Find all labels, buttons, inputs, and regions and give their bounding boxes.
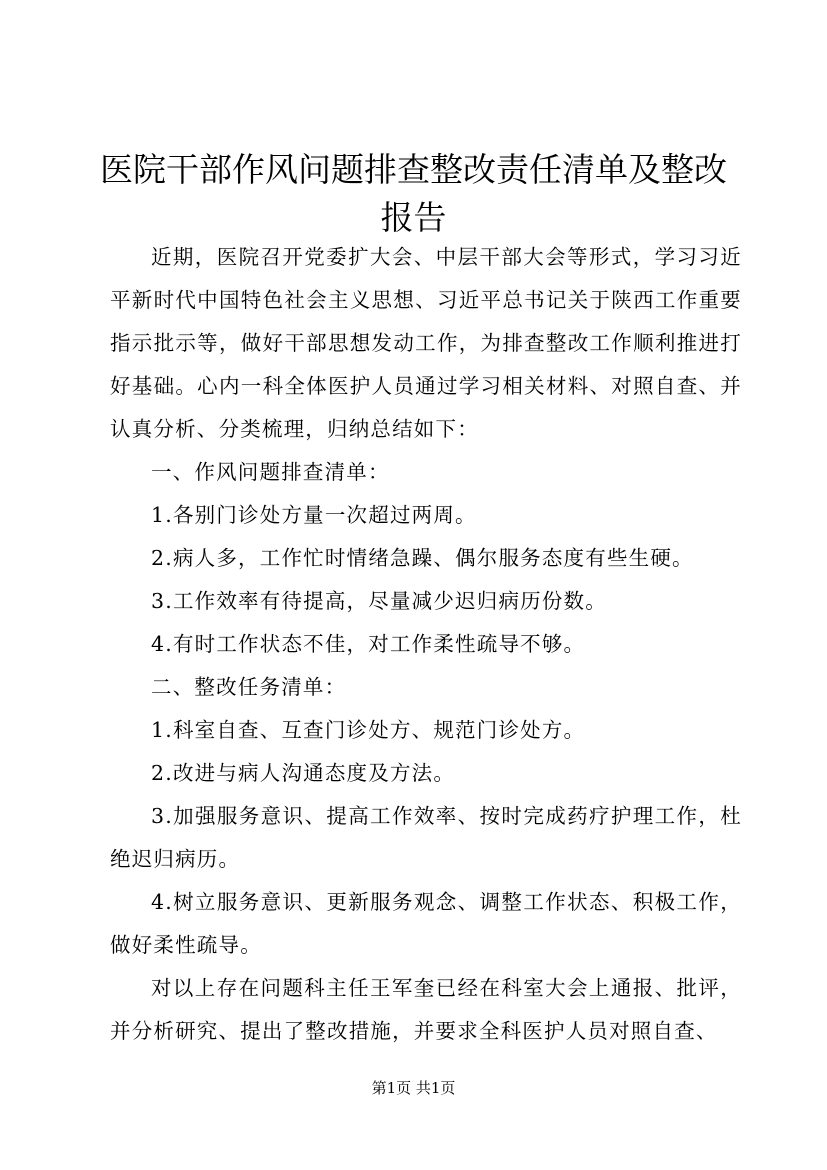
list-item: 2.改进与病人沟通态度及方法。: [151, 761, 456, 785]
list-item: 2.病人多，工作忙时情绪急躁、偶尔服务态度有些生硬。: [151, 546, 694, 570]
paragraph-intro: 近期，医院召开党委扩大会、中层干部大会等形式，学习习近平新时代中国特色社会主义思想、习近平总书记关于陕西工作重要指示批示等，做好干部思想发动工作，为排查整改工作顺利推进打好基础。心内一科全体医护人员通过学习相关材料、对照自查、并认真分析、分类梳理，归纳总结如下：: [110, 245, 742, 441]
document-title: 医院干部作风问题排查整改责任清单及整改报告: [100, 150, 727, 237]
list-item: 3.加强服务意识、提高工作效率、按时完成药疗护理工作，杜绝迟归病历。: [110, 804, 742, 871]
page-footer: 第1页 共1页: [371, 1079, 456, 1097]
list-item: 4.有时工作状态不佳，对工作柔性疏导不够。: [151, 632, 586, 656]
document-body: [110, 236, 742, 1053]
section-heading-problems: 一、作风问题排查清单：: [151, 460, 390, 484]
list-item: 1.各别门诊处方量一次超过两周。: [151, 503, 477, 527]
paragraph-conclusion: 对以上存在问题科主任王军奎已经在科室大会上通报、批评，并分析研究、提出了整改措施，并要求全科医护人员对照自查、: [110, 976, 742, 1043]
section-heading-tasks: 二、整改任务清单：: [151, 675, 347, 699]
list-item: 3.工作效率有待提高，尽量减少迟归病历份数。: [151, 589, 607, 613]
list-item: 1.科室自查、互查门诊处方、规范门诊处方。: [151, 718, 586, 742]
list-item: 4.树立服务意识、更新服务观念、调整工作状态、积极工作，做好柔性疏导。: [110, 890, 742, 957]
